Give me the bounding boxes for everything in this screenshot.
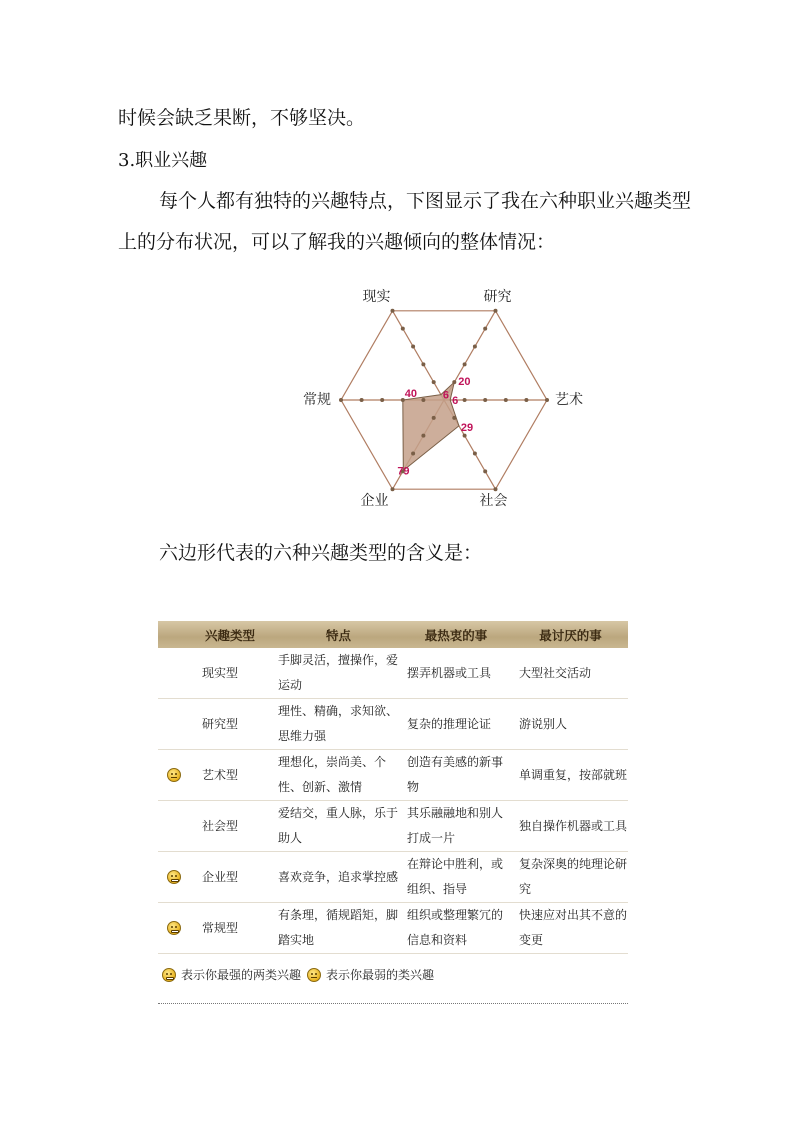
dotted-divider [158,1003,628,1004]
header-type: 兴趣类型 [204,627,255,643]
radar-tick-dot [504,398,508,402]
radar-tick-dot [494,309,498,313]
radar-value-label: 20 [458,376,471,389]
radar-tick-dot [432,416,436,420]
table-row [158,852,628,903]
row-trait: 喜欢竞争，追求掌控感 [278,869,399,884]
radar-value-label: 6 [442,389,450,402]
radar-value-label: 40 [404,388,418,400]
weak-interest-face-icon [167,768,181,782]
row-icon-cell [158,870,190,884]
radar-tick-dot [421,434,425,438]
radar-tick-dot [432,380,436,384]
radar-axis-label: 艺术 [555,392,583,408]
row-type: 现实型 [202,665,239,680]
radar-tick-dot [452,416,456,420]
row-type: 社会型 [202,818,239,833]
strong-interest-face-icon [162,968,176,982]
table-row [158,648,628,699]
row-like: 复杂的推理论证 [407,716,492,731]
row-icon-cell [158,921,190,935]
radar-tick-dot [463,398,467,402]
radar-tick-dot [452,380,456,384]
row-type: 企业型 [202,869,239,884]
legend-weak-text: 表示你最弱的类兴趣 [326,968,435,982]
radar-tick-dot [421,362,425,366]
row-trait: 爱结交，重人脉，乐于助人 [278,806,399,845]
intro-paragraph-line1: 每个人都有独特的兴趣特点，下图显示了我在六种职业兴趣类型 [159,190,692,212]
table-row [158,801,628,852]
interest-radar-chart [300,280,590,515]
radar-axis-label: 研究 [483,288,512,305]
row-like: 组织或整理繁冗的信息和资料 [407,908,504,947]
strong-interest-face-icon [167,921,181,935]
paragraph-continuation: 时候会缺乏果断，不够坚决。 [118,107,366,129]
table-intro-paragraph: 六边形代表的六种兴趣类型的含义是： [159,542,483,564]
row-like: 摆弄机器或工具 [407,665,492,680]
radar-value-label: 29 [460,421,474,434]
radar-axis-label: 社会 [479,493,508,510]
radar-tick-dot [473,344,477,348]
section-heading: 3.职业兴趣 [118,150,208,171]
radar-tick-dot [463,362,467,366]
radar-tick-dot [494,487,498,491]
strong-interest-face-icon [167,870,181,884]
radar-tick-dot [411,452,415,456]
radar-tick-dot [483,469,487,473]
radar-value-label: 6 [452,395,459,407]
row-type: 研究型 [202,716,239,731]
radar-tick-dot [391,309,395,313]
radar-axis-label: 现实 [362,288,391,305]
radar-axis-label: 常规 [303,392,331,408]
radar-tick-dot [545,398,549,402]
radar-tick-dot [401,327,405,331]
radar-tick-dot [473,452,477,456]
radar-tick-dot [421,398,425,402]
header-dislike: 最讨厌的事 [539,627,602,643]
header-like: 最热衷的事 [424,627,488,643]
row-trait: 手脚灵活，擅操作，爱运动 [278,653,399,692]
radar-axis-label: 企业 [360,493,389,510]
row-trait: 理想化，崇尚美、个性、创新、激情 [278,755,387,794]
row-dislike: 独自操作机器或工具 [519,818,628,833]
intro-paragraph-line2: 上的分布状况，可以了解我的兴趣倾向的整体情况： [118,231,556,253]
row-like: 创造有美感的新事物 [407,755,504,794]
radar-tick-dot [411,344,415,348]
row-dislike: 复杂深奥的纯理论研究 [519,857,628,896]
row-like: 在辩论中胜利，或组织、指导 [407,857,504,896]
interest-types-table [158,621,628,954]
radar-tick-dot [524,398,528,402]
radar-tick-dot [463,434,467,438]
row-dislike: 大型社交活动 [519,665,592,680]
table-row [158,699,628,750]
row-dislike: 快速应对出其不意的变更 [519,908,628,947]
row-dislike: 游说别人 [519,716,568,731]
table-header [158,621,628,648]
row-type: 艺术型 [202,767,239,782]
radar-tick-dot [339,398,343,402]
header-trait: 特点 [325,627,351,643]
row-dislike: 单调重复，按部就班 [519,767,628,782]
row-trait: 有条理，循规蹈矩，脚踏实地 [278,908,399,947]
row-like: 其乐融融地和别人打成一片 [407,806,504,845]
weak-interest-face-icon [307,968,321,982]
radar-tick-dot [391,487,395,491]
radar-tick-dot [360,398,364,402]
radar-tick-dot [483,327,487,331]
radar-tick-dot [380,398,384,402]
row-type: 常规型 [202,920,239,935]
radar-value-label: 79 [397,465,410,478]
row-icon-cell [158,768,190,782]
table-legend [162,966,434,983]
legend-strong-text: 表示你最强的两类兴趣 [181,968,302,982]
row-trait: 理性、精确，求知欲、思维力强 [278,704,399,743]
table-row [158,903,628,954]
table-row [158,750,628,801]
radar-tick-dot [483,398,487,402]
